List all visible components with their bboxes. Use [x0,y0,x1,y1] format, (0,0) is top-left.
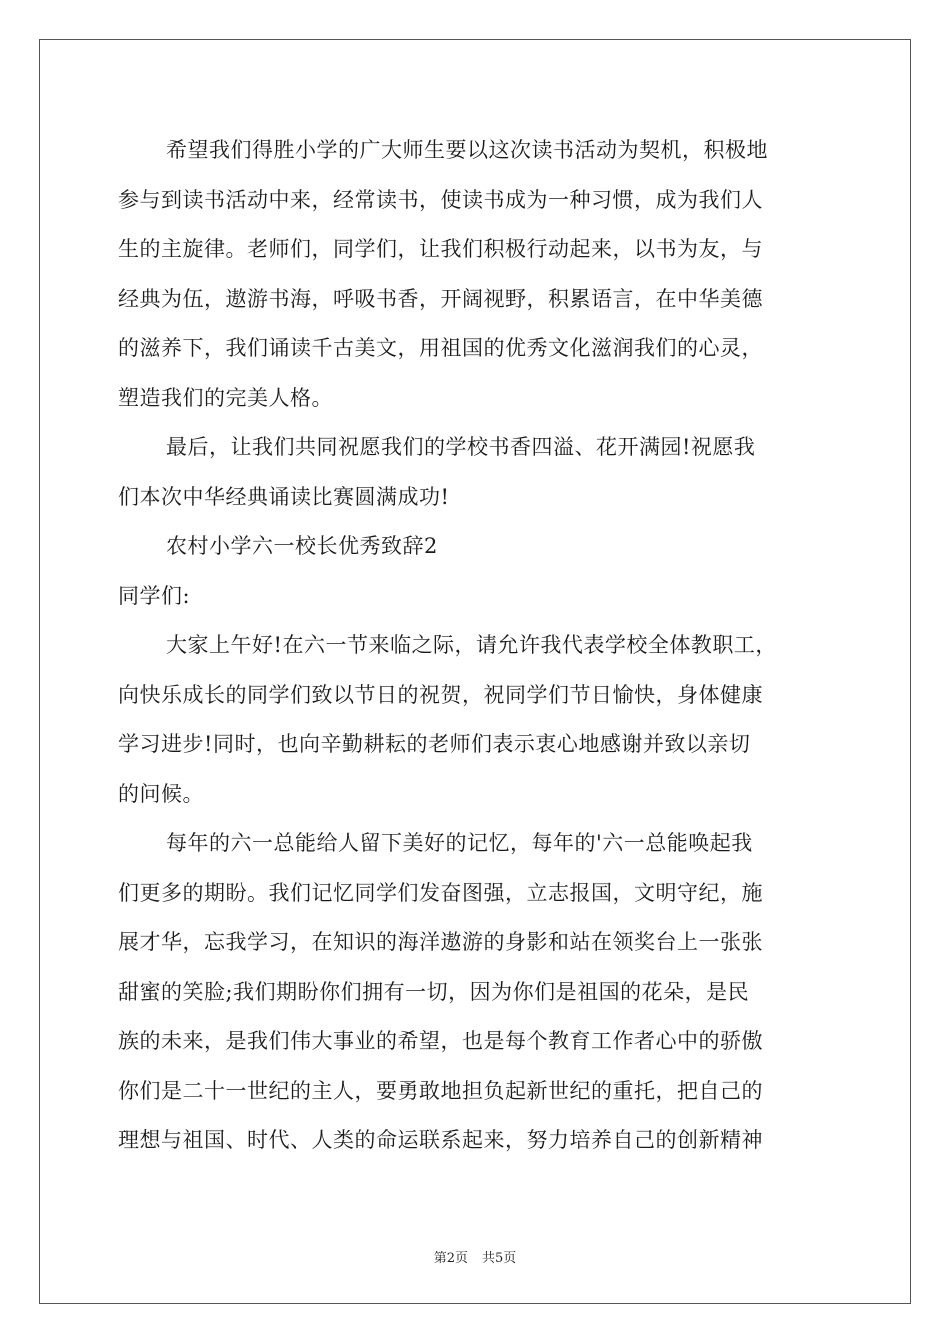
text-line: 的滋养下，我们诵读千古美文，用祖国的优秀文化滋润我们的心灵， [118,336,763,360]
page-footer [0,1247,950,1266]
document-body [118,126,838,1166]
text-line: 们本次中华经典诵读比赛圆满成功! [118,484,450,509]
text-line: 大家上午好!在六一节来临之际，请允许我代表学校全体教职工， [166,633,777,657]
text-line: 农村小学六一校长优秀致辞2 [166,534,438,558]
page-number-total: 共5页 [482,1251,517,1266]
text-line: 族的未来，是我们伟大事业的希望，也是每个教育工作者心中的骄傲 [118,1029,763,1053]
text-line: 最后，让我们共同祝愿我们的学校书香四溢、花开满园!祝愿我 [166,435,756,459]
text-line: 参与到读书活动中来，经常读书，使读书成为一种习惯，成为我们人 [118,187,763,212]
text-line: 经典为伍，遨游书海，呼吸书香，开阔视野，积累语言，在中华美德 [118,286,763,311]
text-line: 同学们: [118,583,191,608]
text-line: 生的主旋律。老师们，同学们，让我们积极行动起来，以书为友，与 [118,237,763,261]
text-line: 理想与祖国、时代、人类的命运联系起来，努力培养自己的创新精神 [118,1128,763,1152]
text-line: 们更多的期盼。我们记忆同学们发奋图强，立志报国，文明守纪，施 [118,880,763,905]
text-line: 向快乐成长的同学们致以节日的祝贺，祝同学们节日愉快，身体健康 [118,682,763,707]
text-line: 甜蜜的笑脸;我们期盼你们拥有一切，因为你们是祖国的花朵，是民 [118,979,750,1004]
text-line: 每年的六一总能给人留下美好的记忆，每年的'六一总能唤起我 [166,831,753,855]
text-line: 塑造我们的完美人格。 [118,385,333,410]
text-line: 你们是二十一世纪的主人，要勇敢地担负起新世纪的重托，把自己的 [118,1078,763,1103]
text-line: 学习进步!同时，也向辛勤耕耘的老师们表示衷心地感谢并致以亲切 [118,732,751,756]
text-line: 的问候。 [118,781,204,806]
page-number-current: 第2页 [433,1251,468,1266]
text-line: 展才华，忘我学习，在知识的海洋遨游的身影和站在领奖台上一张张 [118,930,763,954]
text-line: 希望我们得胜小学的广大师生要以这次读书活动为契机，积极地 [166,138,768,162]
